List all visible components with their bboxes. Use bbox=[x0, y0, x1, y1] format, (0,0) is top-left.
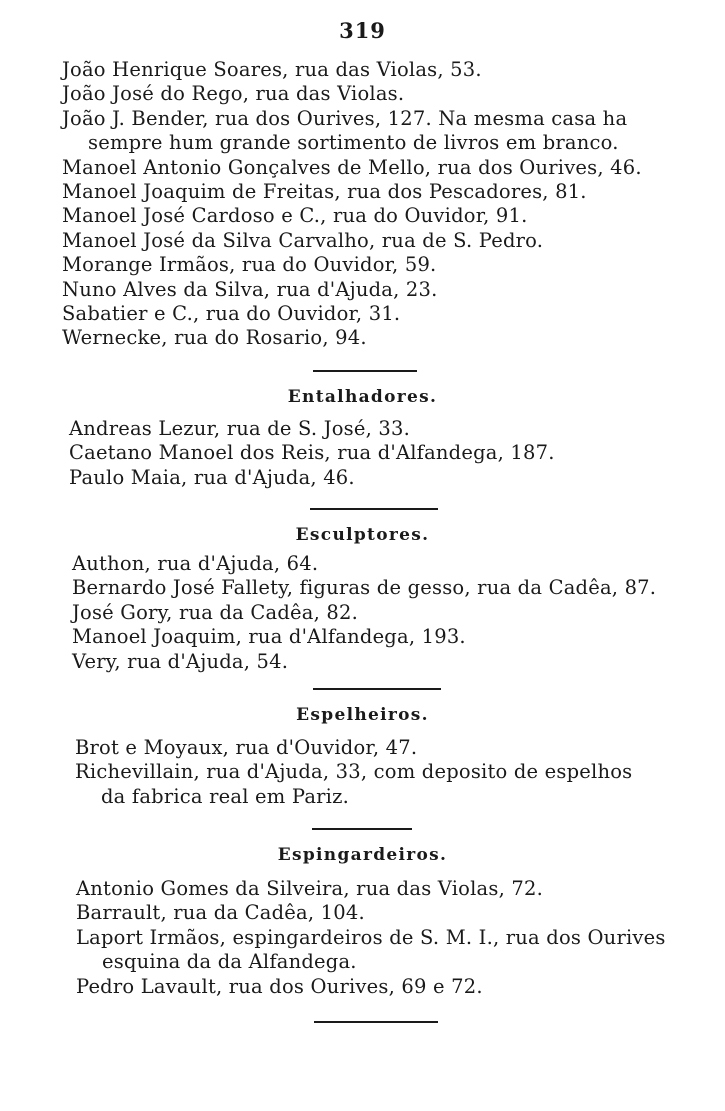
section-heading-entalhadores: Entalhadores. bbox=[287, 387, 438, 407]
list-item: Barrault, rua da Cadêa, 104. bbox=[76, 901, 365, 925]
list-item: Pedro Lavault, rua dos Ourives, 69 e 72. bbox=[76, 974, 483, 998]
list-item: João José do Rego, rua das Violas. bbox=[62, 82, 405, 106]
section-espingardeiros-list bbox=[0, 877, 725, 999]
section-divider bbox=[312, 828, 412, 830]
section-heading-esculptores: Esculptores. bbox=[295, 525, 430, 545]
list-item: Manoel José Cardoso e C., rua do Ouvidor, 91. bbox=[62, 204, 528, 228]
page-number: 319 bbox=[339, 18, 386, 43]
section-esculptores-list bbox=[0, 552, 725, 674]
list-item: Manoel José da Silva Carvalho, rua de S. Pedro. bbox=[62, 228, 544, 252]
list-item: Nuno Alves da Silva, rua d'Ajuda, 23. bbox=[62, 277, 438, 301]
list-item: Paulo Maia, rua d'Ajuda, 46. bbox=[69, 465, 355, 489]
section-espelheiros-list bbox=[0, 736, 725, 809]
section-divider bbox=[313, 688, 441, 690]
list-item: Bernardo José Fallety, figuras de gesso, rua da Cadêa, 87. bbox=[72, 576, 657, 600]
list-item: Brot e Moyaux, rua d'Ouvidor, 47. bbox=[75, 736, 418, 759]
list-item: João J. Bender, rua dos Ourives, 127. Na mesma casa ha sempre hum grande sortimento de livros em branco. bbox=[62, 106, 628, 155]
section-divider bbox=[310, 508, 438, 510]
list-item: José Gory, rua da Cadêa, 82. bbox=[72, 600, 358, 624]
section-entalhadores-list bbox=[0, 417, 725, 490]
list-item: Wernecke, rua do Rosario, 94. bbox=[62, 326, 367, 350]
section-divider bbox=[314, 1021, 438, 1023]
section-heading-espingardeiros: Espingardeiros. bbox=[277, 845, 448, 865]
list-item: Authon, rua d'Ajuda, 64. bbox=[72, 552, 319, 575]
list-item: Richevillain, rua d'Ajuda, 33, com deposito de espelhos da fabrica real em Pariz. bbox=[75, 760, 633, 808]
list-item: Caetano Manoel dos Reis, rua d'Alfandega, 187. bbox=[69, 441, 555, 465]
section-heading-espelheiros: Espelheiros. bbox=[296, 705, 429, 725]
section-divider bbox=[313, 370, 417, 372]
list-item: Antonio Gomes da Silveira, rua das Violas, 72. bbox=[76, 877, 543, 900]
list-item: Manoel Joaquim, rua d'Alfandega, 193. bbox=[72, 625, 466, 649]
list-item: Laport Irmãos, espingardeiros de S. M. I., rua dos Ourives esquina da da Alfandega. bbox=[76, 925, 666, 974]
list-item: Very, rua d'Ajuda, 54. bbox=[72, 649, 289, 673]
list-item: João Henrique Soares, rua das Violas, 53. bbox=[62, 58, 482, 81]
top-entry-list bbox=[0, 58, 725, 351]
list-item: Andreas Lezur, rua de S. José, 33. bbox=[69, 417, 411, 440]
list-item: Manoel Antonio Gonçalves de Mello, rua dos Ourives, 46. bbox=[62, 155, 642, 179]
list-item: Manoel Joaquim de Freitas, rua dos Pescadores, 81. bbox=[62, 180, 587, 204]
list-item: Morange Irmãos, rua do Ouvidor, 59. bbox=[62, 253, 437, 277]
list-item: Sabatier e C., rua do Ouvidor, 31. bbox=[62, 302, 401, 326]
